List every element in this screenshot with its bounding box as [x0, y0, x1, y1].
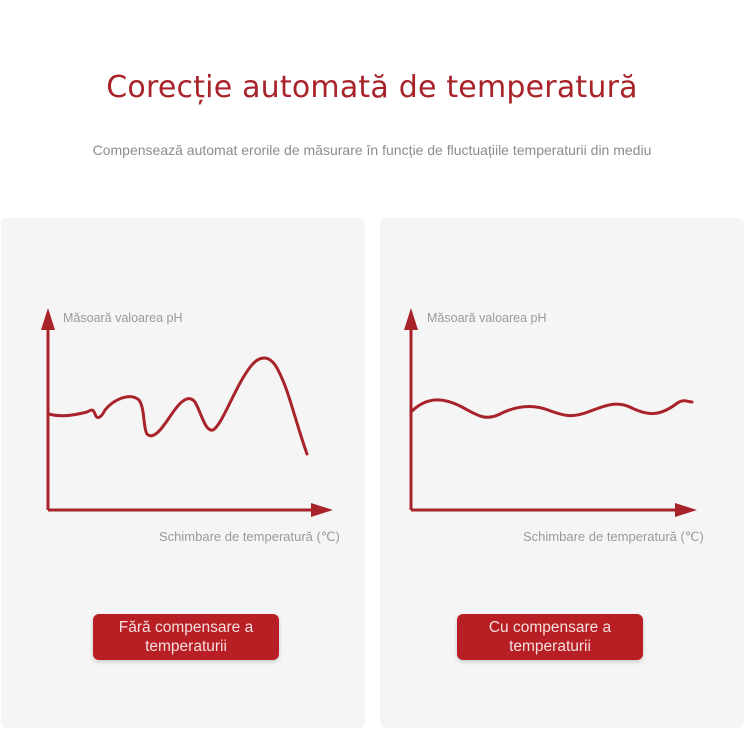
badge-without-compensation: Fără compensare a temperaturii	[93, 614, 279, 660]
x-axis-arrow	[675, 503, 697, 517]
x-axis-label: Schimbare de temperatură (℃)	[523, 529, 704, 544]
badge-with-compensation: Cu compensare a temperaturii	[457, 614, 643, 660]
page-subtitle: Compensează automat erorile de măsurare în funcție de fluctuațiile temperaturii din mediu	[92, 142, 652, 158]
x-axis-label: Schimbare de temperatură (℃)	[159, 529, 340, 544]
y-axis-label: Măsoară valoarea pH	[427, 311, 547, 325]
x-axis-arrow	[311, 503, 333, 517]
page-title: Corecție automată de temperatură	[106, 70, 638, 105]
panel-without-compensation	[1, 218, 365, 728]
y-axis-label: Măsoară valoarea pH	[63, 311, 183, 325]
ph-curve-stable	[412, 400, 692, 417]
ph-curve-fluctuating	[49, 358, 307, 454]
y-axis-arrow	[41, 308, 55, 330]
panel-with-compensation	[380, 218, 744, 728]
y-axis-arrow	[404, 308, 418, 330]
